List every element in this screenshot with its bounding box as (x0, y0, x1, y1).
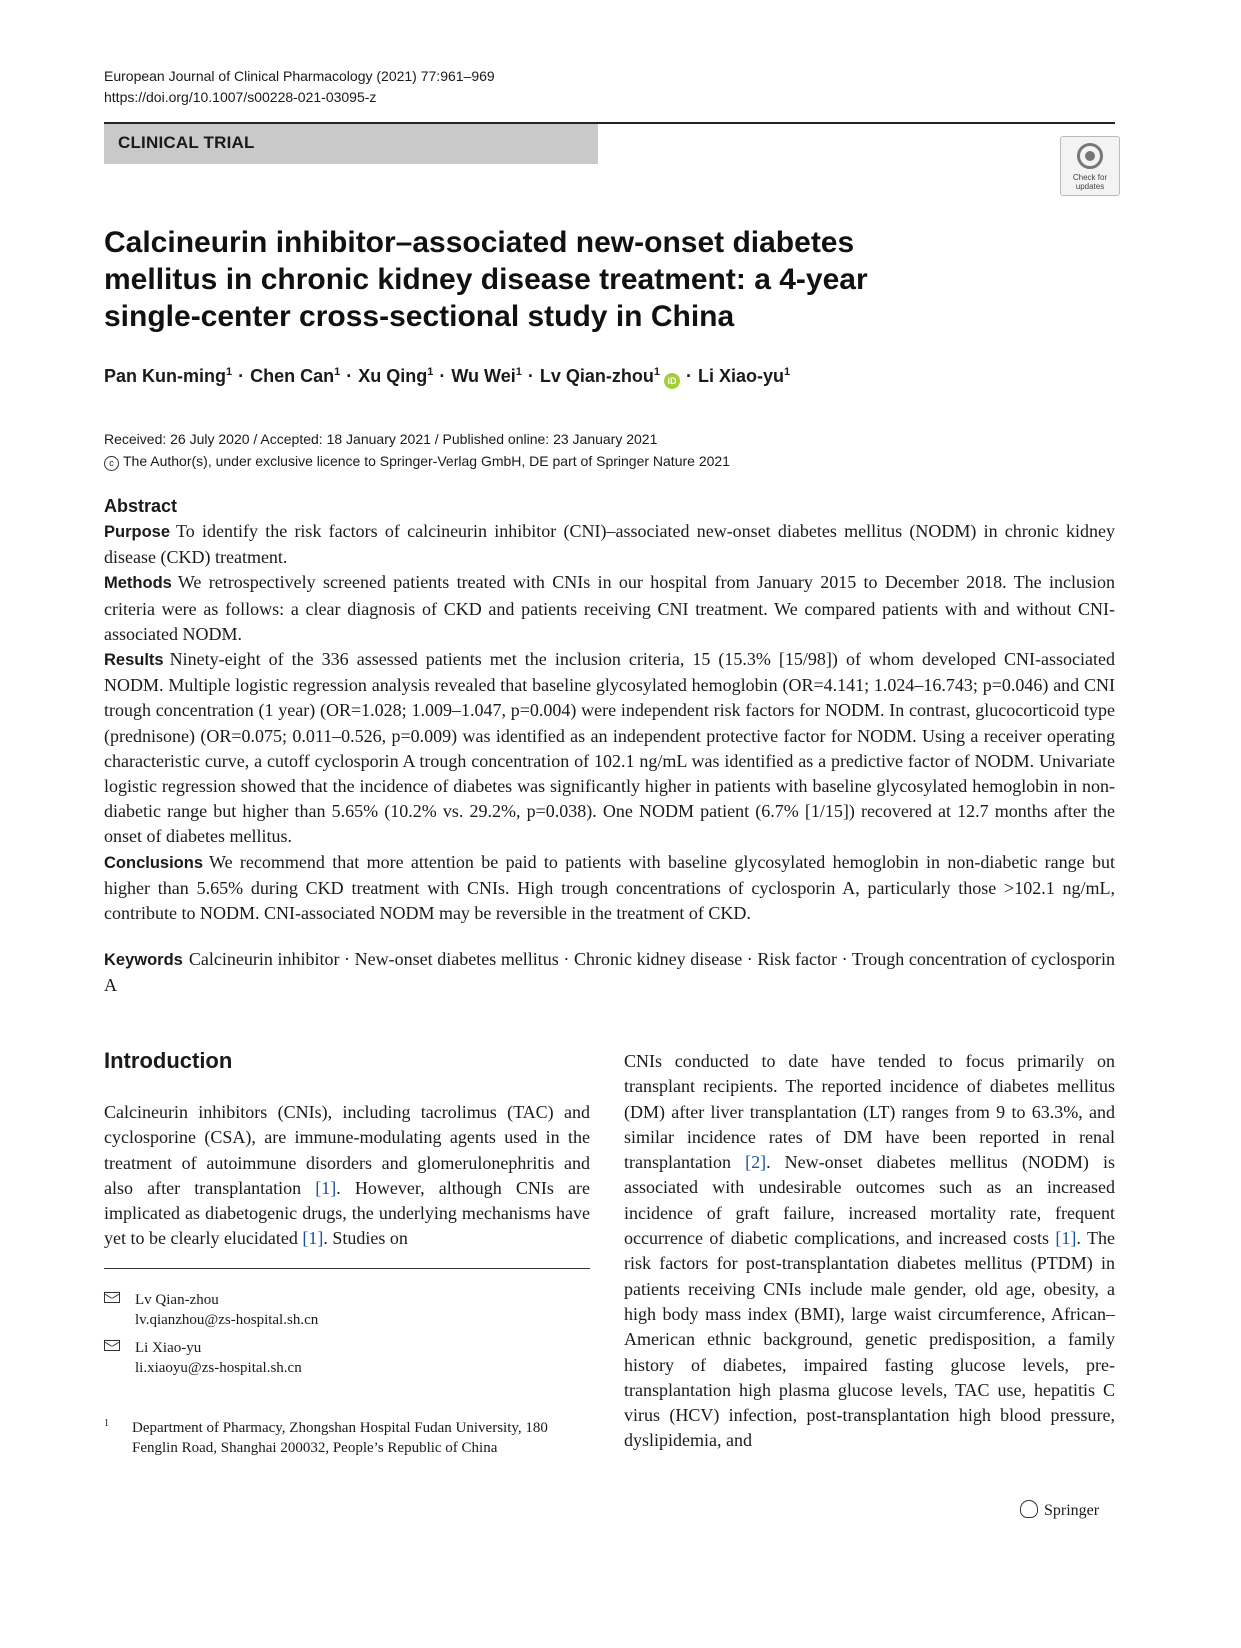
journal-header (104, 66, 495, 108)
footnote-rule (104, 1268, 590, 1269)
dates-line: Received: 26 July 2020 / Accepted: 18 January 2021 / Published online: 23 January 2021 (104, 431, 658, 447)
affiliation-mark: 1 (653, 366, 660, 378)
check-for-updates-label: Check for updates (1072, 173, 1108, 191)
copyright-line: c The Author(s), under exclusive licence to Springer-Verlag GmbH, DE part of Springer Nature 2021 (104, 450, 730, 472)
article-category-bar (104, 124, 598, 164)
citation-link[interactable]: [2] (745, 1152, 767, 1173)
affiliation-number: 1 (104, 1418, 109, 1429)
envelope-icon (104, 1340, 120, 1351)
author-list: Pan Kun-ming$^1$ · Chen Can$^1$ · Xu Qing$^1$ · Wu Wei$^1$ · Lv Qian-zhou$^1$iD · Li Xiao-$yu^1$ (104, 366, 790, 389)
check-for-updates-badge[interactable] (1060, 136, 1120, 196)
author-name[interactable]: Xu Qing (358, 366, 428, 386)
intro-paragraph: CNIs conducted to date have tended to focus primarily on transplant recipients. The reported incidence of diabetes mellitus (DM) after liver transplantation (LT) ranges from 9 to 63.3%, and similar incidence rates of DM have been reported in renal transplantation [2]. New-onset diabetes mellitus (NODM) is associated with undesirable outcomes such as an increased incidence of graft failure, increased mortality rate, frequent occurrence of diabetic complications, and increased costs [1]. The risk factors for post-transplantation diabetes mellitus (PTDM) in patients receiving CNIs include male gender, old age, obesity, a high body mass index (BMI), large waist circumference, African–American ethnic background, genetic predisposition, a family history of diabetes, impaired fasting glucose levels, pre-transplantation high plasma glucose levels, TAC use, hepatitis C virus (HCV) infection, post-transplantation high blood pressure, dyslipidemia, and (624, 1051, 1115, 1451)
journal-citation: European Journal of Clinical Pharmacology (2021) 77:961–969 (104, 68, 495, 84)
abstract-body (104, 519, 1115, 926)
citation-link[interactable]: [1] (1055, 1228, 1077, 1249)
doi-link[interactable]: https://doi.org/10.1007/s00228-021-03095-z (104, 89, 377, 105)
springer-horse-icon (1020, 1500, 1038, 1518)
abstract-methods: Methods We retrospectively screened patients treated with CNIs in our hospital from January 2015 to December 2018. The inclusion criteria were as follows: a clear diagnosis of CKD and patients receiving CNI treatment. We compared patients with and without CNI-associated NODM. (104, 572, 1115, 644)
affiliation-mark: 1 (515, 366, 522, 378)
publisher-logo (1020, 1500, 1099, 1520)
author-name[interactable]: Lv Qian-zhou (539, 366, 654, 386)
affiliation-footnote (104, 1418, 590, 1458)
keywords (104, 947, 1115, 998)
intro-right-column (624, 1049, 1115, 1454)
affiliation-mark: 1 (334, 366, 341, 378)
affiliation-text: Department of Pharmacy, Zhongshan Hospital Fudan University, 180 Fenglin Road, Shanghai 200032, People’s Republic of China (132, 1420, 548, 1456)
author-name[interactable]: Pan Kun-ming (104, 366, 226, 386)
affiliation-mark: 1 (427, 366, 434, 378)
article-category: CLINICAL TRIAL (118, 133, 255, 152)
keywords-label: Keywords (104, 951, 183, 969)
citation-link[interactable]: [1] (315, 1177, 337, 1198)
intro-paragraph: Calcineurin inhibitors (CNIs), including tacrolimus (TAC) and cyclosporine (CSA), are immune-modulating agents used in the treatment of autoimmune disorders and glomerulonephritis and also after transplantation [1]. However, although CNIs are implicated as diabetogenic drugs, the underlying mechanisms have yet to be clearly elucidated [1]. Studies on (104, 1102, 590, 1249)
affiliation-mark: 1 (226, 366, 233, 378)
contact-email[interactable]: li.xiaoyu@zs-hospital.sh.cn (135, 1360, 302, 1376)
publisher-name: Springer (1044, 1502, 1100, 1519)
abstract-purpose: Purpose To identify the risk factors of calcineurin inhibitor (CNI)–associated new-onset diabetes mellitus (NODM) in chronic kidney disease (CKD) treatment. (104, 521, 1115, 568)
contact-name: Lv Qian-zhou (135, 1292, 219, 1308)
author-name[interactable]: Li Xiao-yu (697, 366, 784, 386)
contact-email[interactable]: lv.qianzhou@zs-hospital.sh.cn (135, 1312, 319, 1328)
publication-history (104, 428, 730, 472)
abstract-results: Results Ninety-eight of the 336 assessed patients met the inclusion criteria, 15 (15.3% [15/98]) of whom developed CNI-associated NODM. Multiple logistic regression analysis revealed that baseline glycosylated hemoglobin (OR=4.141; 1.024–16.743; p=0.046) and CNI trough concentration (1 year) (OR=1.028; 1.009–1.047, p=0.004) were independent risk factors for NODM. In contrast, glucocorticoid type (prednisone) (OR=0.075; 0.011–0.526, p=0.009) was identified as an independent protective factor for NODM. Using a receiver operating characteristic curve, a cutoff cyclosporin A trough concentration of 102.1 ng/mL was identified as a predictive factor of NODM. Univariate logistic regression showed that the incidence of diabetes was significantly higher in patients with baseline glycosylated hemoglobin in non-diabetic range but higher than 5.65% (10.2% vs. 29.2%, p=0.038). One NODM patient (6.7% [1/15]) recovered at 12.7 months after the onset of diabetes mellitus. (104, 649, 1115, 847)
author-name[interactable]: Chen Can (250, 366, 335, 386)
envelope-icon (104, 1292, 120, 1303)
abstract-heading: Abstract (104, 496, 178, 516)
citation-link[interactable]: [1] (302, 1228, 324, 1249)
author-name[interactable]: Wu Wei (451, 366, 516, 386)
article-title: Calcineurin inhibitor–associated new-onset diabetes mellitus in chronic kidney disease treatment: a 4-year single-center cross-sectional study in China (104, 226, 868, 333)
copyright-icon: c (104, 456, 119, 471)
affiliation-mark: 1 (784, 366, 791, 378)
keywords-list: Calcineurin inhibitor · New-onset diabetes mellitus · Chronic kidney disease · Risk factor · Trough concentration of cyclosporin A (104, 949, 1115, 996)
intro-left-column (104, 1100, 590, 1252)
section-heading-introduction: Introduction (104, 1048, 233, 1073)
contact-name: Li Xiao-yu (135, 1340, 202, 1356)
orcid-icon[interactable]: iD (664, 373, 680, 389)
abstract-conclusions: Conclusions We recommend that more attention be paid to patients with baseline glycosylated hemoglobin in non-diabetic range but higher than 5.65% during CKD treatment with CNIs. High trough concentrations of cyclosporin A, particularly those >102.1 ng/mL, contribute to NODM. CNI-associated NODM may be reversible in the treatment of CKD. (104, 851, 1115, 924)
check-for-updates-icon (1077, 143, 1103, 169)
